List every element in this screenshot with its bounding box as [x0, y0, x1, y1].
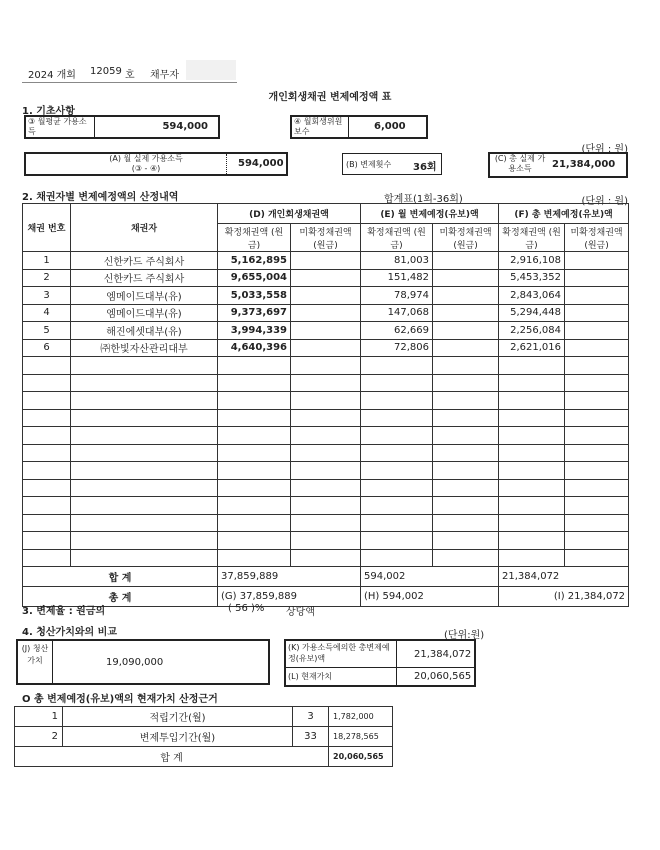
f-confirmed	[499, 357, 565, 375]
e-unconfirmed	[433, 479, 499, 497]
creditor-name	[71, 409, 218, 427]
e-unconfirmed	[433, 444, 499, 462]
creditor-no: 4	[23, 304, 71, 322]
repayment-count-label: (B) 변제횟수	[346, 160, 392, 169]
e-confirmed-header: 확정채권액 (원금)	[361, 224, 433, 252]
creditor-no	[23, 374, 71, 392]
e-unconfirmed	[433, 322, 499, 340]
d-unconfirmed	[291, 549, 361, 567]
table-row	[23, 252, 629, 270]
total-label: 총 계	[23, 587, 218, 607]
f-unconfirmed	[565, 357, 629, 375]
e-unconfirmed	[433, 252, 499, 270]
f-unconfirmed	[565, 287, 629, 305]
e-confirmed: 78,974	[361, 287, 433, 305]
page-title: 개인회생채권 변제예정액 표	[268, 92, 392, 103]
repayment-rate: ( 56 )%	[228, 603, 265, 614]
e-unconfirmed	[433, 374, 499, 392]
total-g: (G) 37,859,889	[218, 587, 361, 607]
d-confirmed: 9,373,697	[218, 304, 291, 322]
monthly-income-value: 594,000	[162, 121, 208, 132]
section4-heading: 4. 청산가치와의 비교	[22, 627, 117, 638]
f-confirmed: 2,256,084	[499, 322, 565, 340]
section4-unit: (단위:원)	[444, 630, 485, 641]
d-confirmed: 4,640,396	[218, 339, 291, 357]
creditor-name	[71, 497, 218, 515]
table-row	[23, 514, 629, 532]
e-confirmed: 81,003	[361, 252, 433, 270]
e-confirmed	[361, 462, 433, 480]
creditor-name: 신한카드 주식회사	[71, 252, 218, 270]
table-row	[23, 339, 629, 357]
e-confirmed	[361, 497, 433, 515]
d-confirmed	[218, 392, 291, 410]
total-available-box	[488, 152, 628, 178]
d-unconfirmed	[291, 374, 361, 392]
case-unit: 호	[125, 70, 135, 81]
repayment-count-value: 36회	[413, 162, 437, 173]
creditor-name	[71, 514, 218, 532]
pv-row2-label: 변제투입기간(월)	[63, 727, 293, 747]
d-unconfirmed	[291, 392, 361, 410]
available-income-formula: (③ - ④)	[131, 164, 161, 173]
d-confirmed	[218, 479, 291, 497]
table-row	[23, 497, 629, 515]
d-unconfirmed	[291, 252, 361, 270]
d-confirmed	[218, 532, 291, 550]
present-repayment-value: 21,384,072	[414, 649, 472, 660]
creditor-name: ㈜한빛자산관리대부	[71, 339, 218, 357]
subtotal-f: 21,384,072	[499, 567, 629, 587]
e-unconfirmed	[433, 339, 499, 357]
table-row	[23, 549, 629, 567]
repayment-count-box	[342, 153, 442, 175]
f-unconfirmed	[565, 549, 629, 567]
creditor-name	[71, 549, 218, 567]
d-unconfirmed	[291, 462, 361, 480]
section2-heading: 2. 채권자별 변제예정액의 산정내역	[22, 192, 179, 203]
table-row	[23, 479, 629, 497]
present-value-heading: O 총 변제예정(유보)액의 현재가치 산정근거	[22, 694, 218, 705]
e-unconfirmed	[433, 287, 499, 305]
f-confirmed	[499, 532, 565, 550]
d-confirmed	[218, 462, 291, 480]
e-unconfirmed	[433, 427, 499, 445]
f-confirmed-header: 확정채권액 (원금)	[499, 224, 565, 252]
col-f-header: (F) 총 변제예정(유보)액	[499, 204, 629, 224]
f-unconfirmed	[565, 497, 629, 515]
f-unconfirmed	[565, 532, 629, 550]
total-i: (I) 21,384,072	[499, 587, 629, 607]
d-unconfirmed	[291, 427, 361, 445]
creditor-no	[23, 497, 71, 515]
creditor-no: 1	[23, 252, 71, 270]
table-row	[23, 322, 629, 340]
f-confirmed: 5,294,448	[499, 304, 565, 322]
f-confirmed	[499, 514, 565, 532]
e-confirmed	[361, 392, 433, 410]
creditor-no	[23, 392, 71, 410]
creditor-no: 2	[23, 269, 71, 287]
creditor-no	[23, 532, 71, 550]
e-confirmed: 147,068	[361, 304, 433, 322]
e-unconfirmed	[433, 497, 499, 515]
creditor-name	[71, 427, 218, 445]
d-unconfirmed	[291, 409, 361, 427]
e-unconfirmed	[433, 514, 499, 532]
d-unconfirmed	[291, 322, 361, 340]
e-confirmed: 62,669	[361, 322, 433, 340]
d-confirmed	[218, 514, 291, 532]
total-available-value: 21,384,000	[552, 159, 616, 170]
e-unconfirmed	[433, 532, 499, 550]
pv-row1-no: 1	[15, 707, 63, 727]
table-row	[23, 444, 629, 462]
f-unconfirmed	[565, 479, 629, 497]
present-value-label: (L) 현재가치	[288, 672, 333, 681]
creditor-no: 6	[23, 339, 71, 357]
f-confirmed: 5,453,352	[499, 269, 565, 287]
trustee-fee-value: 6,000	[374, 121, 406, 132]
col-no-header: 채권 번호	[23, 204, 71, 252]
creditor-no: 3	[23, 287, 71, 305]
creditor-no	[23, 444, 71, 462]
e-confirmed: 151,482	[361, 269, 433, 287]
available-income-label: (A) 월 실제 가용소득	[109, 154, 183, 163]
d-confirmed-header: 확정채권액 (원금)	[218, 224, 291, 252]
header-underline	[22, 82, 237, 83]
f-confirmed	[499, 549, 565, 567]
creditor-no	[23, 479, 71, 497]
table-row	[23, 427, 629, 445]
monthly-income-label: ③ 월평균 가용소득	[28, 117, 87, 136]
present-repayment-label: (K) 가용소득에의한 총변제예정(유보)액	[288, 643, 390, 663]
e-unconfirmed	[433, 462, 499, 480]
table-row	[23, 374, 629, 392]
e-confirmed	[361, 514, 433, 532]
e-unconfirmed-header: 미확정채권액 (원금)	[433, 224, 499, 252]
table-row	[23, 462, 629, 480]
pv-row2-no: 2	[15, 727, 63, 747]
creditor-name	[71, 357, 218, 375]
creditor-no	[23, 549, 71, 567]
table-row	[23, 304, 629, 322]
d-confirmed	[218, 409, 291, 427]
f-unconfirmed	[565, 339, 629, 357]
f-confirmed	[499, 497, 565, 515]
creditor-name	[71, 532, 218, 550]
section1-unit: (단위 : 원)	[581, 144, 628, 155]
creditor-name: 해진에셋대부(유)	[71, 322, 218, 340]
present-value: 20,060,565	[414, 671, 472, 682]
trustee-fee-box	[290, 115, 428, 139]
section3-heading: 3. 변제율 : 원금의	[22, 606, 106, 617]
f-unconfirmed	[565, 409, 629, 427]
creditor-no	[23, 357, 71, 375]
subtotal-d: 37,859,889	[218, 567, 361, 587]
e-confirmed	[361, 374, 433, 392]
d-confirmed	[218, 444, 291, 462]
e-confirmed	[361, 409, 433, 427]
table-row	[23, 532, 629, 550]
creditor-name: 엠메이드대부(유)	[71, 287, 218, 305]
creditor-name	[71, 444, 218, 462]
table-row	[23, 409, 629, 427]
d-confirmed	[218, 549, 291, 567]
d-unconfirmed	[291, 304, 361, 322]
f-unconfirmed	[565, 322, 629, 340]
creditor-no: 5	[23, 322, 71, 340]
present-value-table	[14, 706, 393, 767]
pv-row2-months: 33	[293, 727, 329, 747]
e-confirmed	[361, 427, 433, 445]
case-number: 12059	[90, 66, 122, 77]
d-unconfirmed	[291, 497, 361, 515]
available-income-box	[24, 152, 288, 176]
pv-row1-value: 1,782,000	[329, 707, 393, 727]
d-confirmed: 5,033,558	[218, 287, 291, 305]
d-confirmed	[218, 357, 291, 375]
liquidation-value-label: (J) 청산 가치	[21, 644, 49, 665]
e-unconfirmed	[433, 549, 499, 567]
section1-heading: 1. 기초사항	[22, 106, 75, 117]
d-confirmed	[218, 427, 291, 445]
sum-note: 합계표(1회-36회)	[384, 194, 463, 205]
e-unconfirmed	[433, 357, 499, 375]
available-income-value: 594,000	[238, 158, 284, 169]
table-row	[23, 269, 629, 287]
creditor-name: 엠메이드대부(유)	[71, 304, 218, 322]
d-confirmed: 9,655,004	[218, 269, 291, 287]
f-unconfirmed	[565, 392, 629, 410]
creditor-name	[71, 479, 218, 497]
pv-total-label: 합 계	[15, 747, 329, 767]
e-confirmed	[361, 479, 433, 497]
d-unconfirmed	[291, 357, 361, 375]
creditor-no	[23, 514, 71, 532]
col-d-header: (D) 개인회생채권액	[218, 204, 361, 224]
e-confirmed	[361, 357, 433, 375]
debtor-label: 채무자	[150, 70, 179, 81]
d-confirmed: 3,994,339	[218, 322, 291, 340]
d-unconfirmed	[291, 532, 361, 550]
creditor-no	[23, 427, 71, 445]
pv-row2-value: 18,278,565	[329, 727, 393, 747]
total-available-label: (C) 총 실제 가용소득	[494, 154, 546, 173]
f-unconfirmed	[565, 304, 629, 322]
f-unconfirmed	[565, 462, 629, 480]
d-unconfirmed	[291, 444, 361, 462]
table-row	[23, 287, 629, 305]
d-unconfirmed-header: 미확정채권액 (원금)	[291, 224, 361, 252]
pv-total-value: 20,060,565	[329, 747, 393, 767]
creditor-name	[71, 392, 218, 410]
trustee-fee-label: ④ 월회생위원 보수	[294, 117, 343, 136]
f-confirmed: 2,916,108	[499, 252, 565, 270]
d-unconfirmed	[291, 479, 361, 497]
f-unconfirmed-header: 미확정채권액 (원금)	[565, 224, 629, 252]
col-e-header: (E) 월 변제예정(유보)액	[361, 204, 499, 224]
f-confirmed	[499, 392, 565, 410]
e-confirmed	[361, 532, 433, 550]
table-row	[23, 392, 629, 410]
e-unconfirmed	[433, 269, 499, 287]
d-unconfirmed	[291, 287, 361, 305]
table-row	[23, 357, 629, 375]
pv-row1-months: 3	[293, 707, 329, 727]
d-confirmed	[218, 497, 291, 515]
creditor-table	[22, 203, 629, 607]
f-confirmed	[499, 462, 565, 480]
year-round: 2024 개회	[28, 70, 76, 81]
pv-row1-label: 적립기간(월)	[63, 707, 293, 727]
creditor-name: 신한카드 주식회사	[71, 269, 218, 287]
f-confirmed	[499, 479, 565, 497]
d-unconfirmed	[291, 339, 361, 357]
section2-unit: (단위 : 원)	[581, 196, 628, 207]
creditor-name	[71, 374, 218, 392]
f-confirmed: 2,843,064	[499, 287, 565, 305]
subtotal-label: 합 계	[23, 567, 218, 587]
f-confirmed	[499, 374, 565, 392]
e-unconfirmed	[433, 409, 499, 427]
d-unconfirmed	[291, 269, 361, 287]
creditor-no	[23, 409, 71, 427]
f-unconfirmed	[565, 514, 629, 532]
redacted-name	[186, 60, 236, 80]
creditor-name	[71, 462, 218, 480]
f-unconfirmed	[565, 269, 629, 287]
rate-suffix: 상당액	[286, 607, 315, 618]
total-h: (H) 594,002	[361, 587, 499, 607]
f-unconfirmed	[565, 252, 629, 270]
comparison-box	[284, 639, 476, 687]
d-confirmed	[218, 374, 291, 392]
e-confirmed: 72,806	[361, 339, 433, 357]
creditor-no	[23, 462, 71, 480]
d-unconfirmed	[291, 514, 361, 532]
d-confirmed: 5,162,895	[218, 252, 291, 270]
e-unconfirmed	[433, 392, 499, 410]
e-confirmed	[361, 444, 433, 462]
f-unconfirmed	[565, 374, 629, 392]
f-confirmed	[499, 427, 565, 445]
f-confirmed	[499, 409, 565, 427]
liquidation-value-box	[16, 639, 270, 685]
f-confirmed	[499, 444, 565, 462]
col-creditor-header: 채권자	[71, 204, 218, 252]
e-confirmed	[361, 549, 433, 567]
monthly-income-box	[24, 115, 220, 139]
f-unconfirmed	[565, 444, 629, 462]
f-unconfirmed	[565, 427, 629, 445]
f-confirmed: 2,621,016	[499, 339, 565, 357]
e-unconfirmed	[433, 304, 499, 322]
liquidation-value: 19,090,000	[106, 657, 164, 668]
subtotal-e: 594,002	[361, 567, 499, 587]
